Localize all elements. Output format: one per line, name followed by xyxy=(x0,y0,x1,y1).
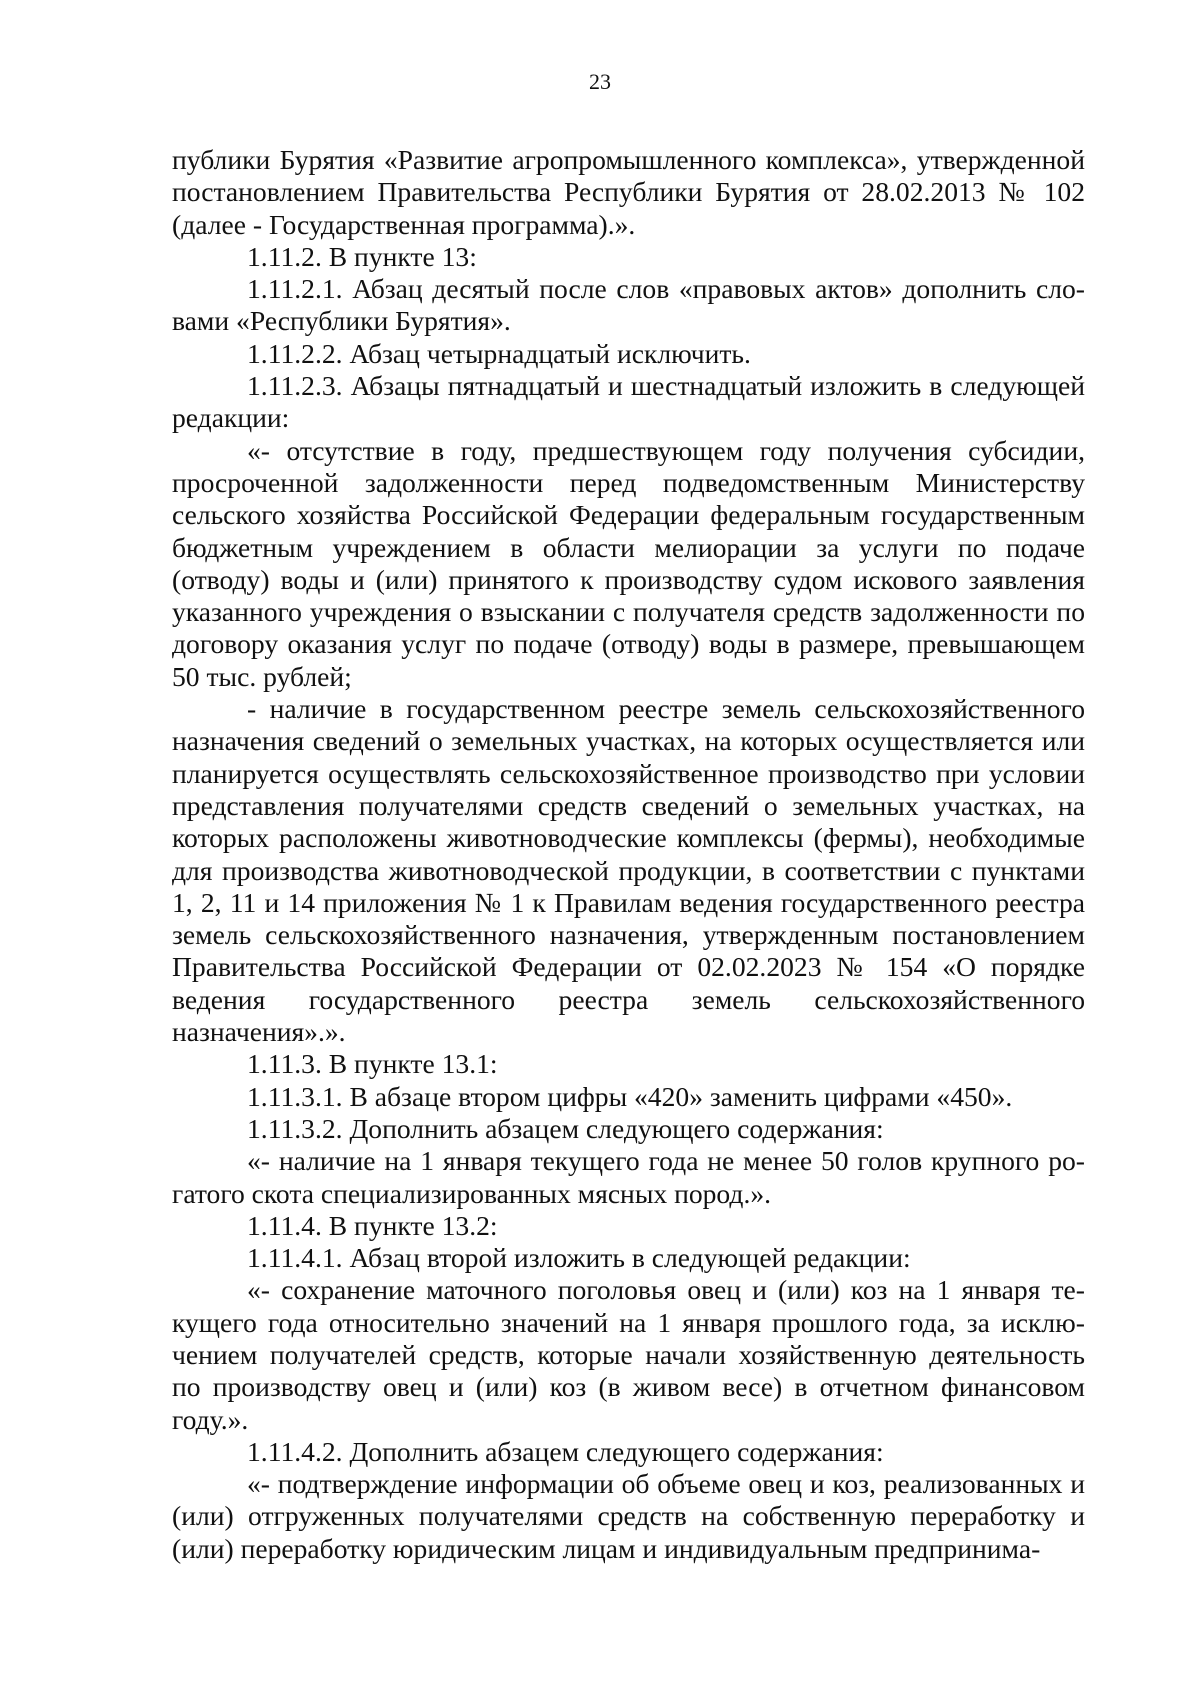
document-body xyxy=(172,144,1085,1565)
paragraph: 1.11.3. В пункте 13.1: xyxy=(247,1048,498,1080)
paragraph: 1.11.4.2. Дополнить абзацем следующего содержания: xyxy=(247,1435,884,1467)
paragraph: 1.11.4.1. Абзац второй изложить в следующей редакции: xyxy=(247,1242,911,1274)
paragraph: публики Бурятия «Развитие агропромышленного комплекса», утвержденной постановлением Правительства Республики Бурятия от 28.02.2013 № 102 (далее - Государственная программа).». xyxy=(172,144,1085,240)
paragraph: 1.11.2.1. Абзац десятый после слов «правовых актов» дополнить словами «Республики Бурятия». xyxy=(172,273,1085,337)
paragraph: «- сохранение маточного поголовья овец и (или) коз на 1 января текущего года относительно значений на 1 января прошлого года, за исключением получателей средств, которые начали хозяйственную деятельность по производству овец и (или) коз (в живом весе) в отчетном финансовом году.». xyxy=(172,1274,1085,1435)
paragraph: - наличие в государственном реестре земель сельскохозяйственного назначения сведений о земельных участках, на которых осуществляется или планируется осуществлять сельскохозяйственное производство при условии представления получателями средств сведений о земельных участках, на которых расположены животноводческие комплексы (фермы), необходимые для производства животноводческой продукции, в соответствии с пунктами 1, 2, 11 и 14 приложения № 1 к Правилам ведения государственного реестра земель сельскохозяйственного назначения, утвержденным постановлением Правительства Российской Федерации от 02.02.2023 № 154 «О порядке ведения государственного реестра земель сельскохозяйственного назначения».». xyxy=(172,693,1085,1048)
page-number: 23 xyxy=(589,69,611,94)
paragraph: 1.11.2. В пункте 13: xyxy=(247,240,477,272)
paragraph: 1.11.2.3. Абзацы пятнадцатый и шестнадцатый изложить в следующей редакции: xyxy=(172,370,1085,434)
paragraph: 1.11.3.1. В абзаце втором цифры «420» заменить цифрами «450». xyxy=(247,1080,1013,1112)
paragraph: 1.11.3.2. Дополнить абзацем следующего содержания: xyxy=(247,1112,884,1144)
paragraph: «- подтверждение информации об объеме овец и коз, реализованных и (или) отгруженных получателями средств на собственную переработку и (или) переработку юридическим лицам и индивидуальным предпринима- xyxy=(172,1468,1085,1564)
paragraph: «- наличие на 1 января текущего года не менее 50 голов крупного рогатого скота специализированных мясных пород.». xyxy=(172,1145,1085,1209)
paragraph: «- отсутствие в году, предшествующем году получения субсидии, просроченной задолженности перед подведомственным Министерству сельского хозяйства Российской Федерации федеральным государственным бюджетным учреждением в области мелиорации за услуги по подаче (отводу) воды и (или) принятого к производству судом искового заявления указанного учреждения о взыскании с получателя средств задолженности по договору оказания услуг по подаче (отводу) воды в размере, превышающем 50 тыс. рублей; xyxy=(172,434,1085,692)
paragraph: 1.11.4. В пункте 13.2: xyxy=(247,1209,498,1241)
paragraph: 1.11.2.2. Абзац четырнадцатый исключить. xyxy=(247,337,751,369)
